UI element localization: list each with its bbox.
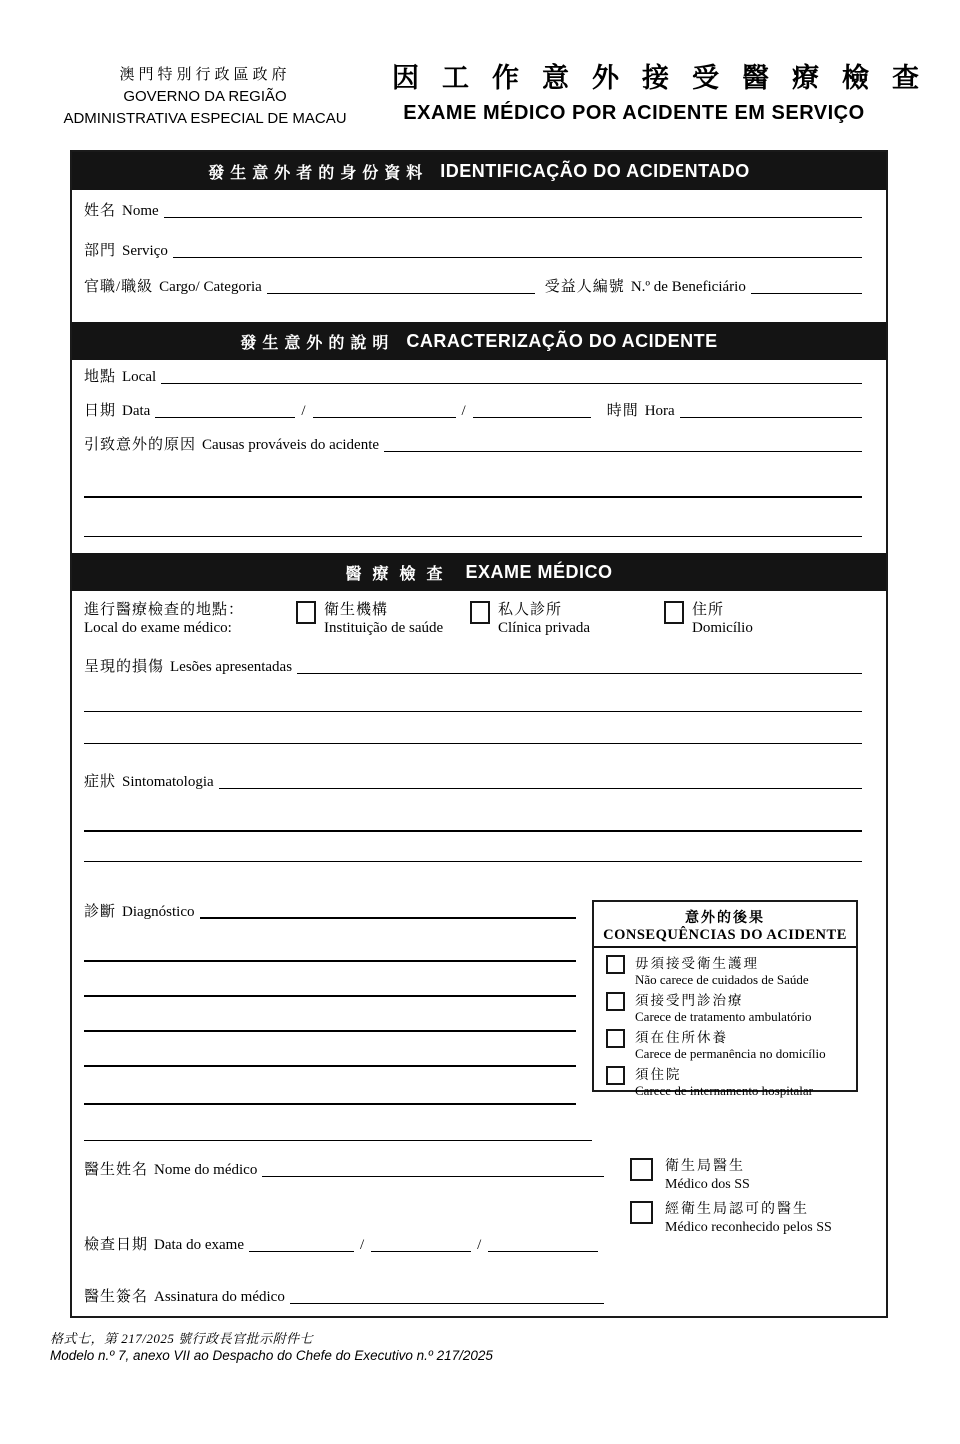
name-input-line[interactable]	[164, 214, 862, 218]
diagnosis-extra-line-4[interactable]	[84, 1065, 576, 1067]
signature-input-line[interactable]	[290, 1300, 604, 1304]
ss-doctor-label	[665, 1158, 750, 1193]
category-input-line[interactable]	[267, 290, 535, 294]
ambulatory-checkbox[interactable]	[606, 992, 625, 1011]
exam-date-label-zh: 檢查日期	[84, 1237, 149, 1253]
section-header-exam-pt: EXAME MÉDICO	[465, 561, 613, 582]
diagnosis-label-zh: 診斷	[84, 904, 117, 920]
diagnosis-extra-line-6[interactable]	[84, 1140, 592, 1141]
causes-input-line[interactable]	[384, 448, 862, 452]
exam-date-slash-2: /	[477, 1237, 482, 1253]
doctor-name-input-line[interactable]	[262, 1173, 604, 1177]
hospitalization-label	[635, 1066, 813, 1099]
health-institution-label-zh: 衛生機構	[324, 602, 389, 618]
name-label-zh: 姓名	[84, 203, 117, 219]
recognized-doctor-checkbox[interactable]	[630, 1201, 653, 1224]
ambulatory-label	[635, 992, 812, 1025]
private-clinic-checkbox[interactable]	[470, 601, 490, 624]
field-service	[84, 242, 862, 261]
symptoms-input-line[interactable]	[219, 785, 862, 789]
exam-location-label-pt: Local do exame médico:	[84, 620, 232, 636]
domicile-checkbox[interactable]	[664, 601, 684, 624]
consequences-title-pt: CONSEQUÊNCIAS DO ACIDENTE	[594, 927, 856, 948]
field-lesions	[84, 658, 862, 677]
footer	[50, 1330, 493, 1365]
field-signature	[84, 1288, 604, 1307]
beneficiary-label-pt: N.º de Beneficiário	[630, 279, 746, 295]
field-category-beneficiary	[84, 278, 862, 297]
government-name-pt-line2: ADMINISTRATIVA ESPECIAL DE MACAU	[63, 110, 347, 127]
footer-model-zh: 格式七，第 217/2025 號行政長官批示附件七	[50, 1331, 314, 1346]
form-box	[70, 150, 888, 1318]
domicile-label	[692, 601, 753, 637]
consequence-option-hospitalization[interactable]	[606, 1066, 848, 1099]
lesions-label-pt: Lesões apresentadas	[170, 659, 293, 675]
causes-label-pt: Causas prováveis do acidente	[202, 437, 380, 453]
health-institution-checkbox[interactable]	[296, 601, 316, 624]
ambulatory-label-zh: 須接受門診治療	[635, 993, 744, 1008]
recognized-doctor-label	[665, 1201, 832, 1236]
domicile-label-pt: Domicílio	[692, 620, 753, 636]
category-label-pt: Cargo/ Categoria	[159, 279, 262, 295]
field-name	[84, 202, 862, 221]
private-clinic-label	[498, 601, 590, 637]
date-label-zh: 日期	[84, 403, 117, 419]
lesions-input-line[interactable]	[297, 670, 862, 674]
date-label-pt: Data	[122, 403, 151, 419]
section-header-accident-pt: CARACTERIZAÇÃO DO ACIDENTE	[406, 330, 718, 351]
no-care-label	[635, 955, 809, 988]
consequence-option-no-care[interactable]	[606, 955, 848, 988]
diagnosis-label-pt: Diagnóstico	[122, 904, 195, 920]
causes-extra-line-1[interactable]	[84, 496, 862, 498]
consequences-items	[594, 948, 856, 1099]
home-rest-label-pt: Carece de permanência no domicílio	[635, 1046, 826, 1061]
causes-extra-line-2[interactable]	[84, 536, 862, 537]
symptoms-extra-line-1[interactable]	[84, 830, 862, 832]
private-clinic-label-pt: Clínica privada	[498, 620, 591, 636]
beneficiary-input-line[interactable]	[751, 290, 862, 294]
ambulatory-label-pt: Carece de tratamento ambulatório	[635, 1009, 812, 1024]
signature-label-pt: Assinatura do médico	[154, 1289, 285, 1305]
private-clinic-label-zh: 私人診所	[498, 602, 563, 618]
no-care-checkbox[interactable]	[606, 955, 625, 974]
date-year-line[interactable]	[473, 414, 591, 418]
health-institution-label-pt: Instituição de saúde	[324, 620, 444, 636]
date-slash-2: /	[461, 403, 466, 419]
lesions-extra-line-2[interactable]	[84, 743, 862, 744]
service-input-line[interactable]	[173, 254, 862, 258]
symptoms-label-pt: Sintomatologia	[122, 774, 214, 790]
causes-label-zh: 引致意外的原因	[84, 437, 197, 453]
name-label-pt: Nome	[122, 203, 159, 219]
consequences-box	[592, 900, 858, 1098]
time-label-pt: Hora	[644, 403, 675, 419]
diagnosis-extra-line-2[interactable]	[84, 995, 576, 997]
exam-date-day-line[interactable]	[249, 1248, 354, 1252]
field-date-time	[84, 402, 862, 421]
hospitalization-label-zh: 須住院	[635, 1067, 682, 1082]
form-title	[372, 56, 942, 125]
section-header-identification-zh: 發生意外者的身份資料	[208, 164, 429, 182]
exam-location-label	[84, 601, 250, 637]
exam-date-slash-1: /	[359, 1237, 365, 1253]
exam-date-year-line[interactable]	[488, 1248, 598, 1252]
section-header-identification	[72, 152, 886, 190]
exam-location-option-health-institution[interactable]	[296, 601, 443, 637]
doctor-name-label-pt: Nome do médico	[154, 1162, 258, 1178]
diagnosis-extra-line-5[interactable]	[84, 1103, 576, 1105]
section-header-accident-zh: 發生意外的說明	[240, 334, 395, 352]
signature-label-zh: 醫生簽名	[84, 1289, 149, 1305]
exam-date-month-line[interactable]	[371, 1248, 471, 1252]
time-label-zh: 時間	[606, 403, 639, 419]
home-rest-label	[635, 1029, 826, 1062]
government-header	[58, 64, 352, 130]
government-name-zh: 澳門特別行政區政府	[119, 66, 291, 83]
field-causes	[84, 436, 862, 455]
exam-location-label-zh: 進行醫療檢查的地點：	[84, 602, 245, 618]
service-label-zh: 部門	[84, 243, 117, 259]
service-label-pt: Serviço	[122, 243, 168, 259]
section-header-exam	[72, 553, 886, 591]
doctor-name-label-zh: 醫生姓名	[84, 1162, 149, 1178]
exam-location-option-private-clinic[interactable]	[470, 601, 590, 637]
beneficiary-label-zh: 受益人編號	[544, 279, 625, 295]
domicile-label-zh: 住所	[692, 602, 725, 618]
lesions-extra-line-1[interactable]	[84, 711, 862, 712]
hospitalization-label-pt: Carece de internamento hospitalar	[635, 1083, 813, 1098]
ss-doctor-checkbox[interactable]	[630, 1158, 653, 1181]
symptoms-extra-line-2[interactable]	[84, 861, 862, 862]
section-header-accident	[72, 322, 886, 360]
date-day-line[interactable]	[155, 414, 295, 418]
home-rest-label-zh: 須在住所休養	[635, 1030, 728, 1045]
field-exam-date	[84, 1236, 598, 1255]
exam-location-option-domicile[interactable]	[664, 601, 753, 637]
local-label-pt: Local	[122, 369, 157, 385]
form-title-zh: 因工作意外接受醫療檢查	[392, 63, 942, 93]
field-symptoms	[84, 773, 862, 792]
date-month-line[interactable]	[313, 414, 456, 418]
footer-model-pt: Modelo n.º 7, anexo VII ao Despacho do Chefe do Executivo n.º 217/2025	[50, 1348, 493, 1363]
ss-doctor-label-zh: 衛生局醫生	[665, 1159, 745, 1174]
section-header-exam-zh: 醫療檢查	[345, 565, 454, 583]
exam-date-label-pt: Data do exame	[154, 1237, 244, 1253]
diagnosis-input-line[interactable]	[200, 915, 576, 919]
time-input-line[interactable]	[680, 414, 862, 418]
consequences-title-zh: 意外的後果	[685, 911, 765, 926]
government-name-pt-line1: GOVERNO DA REGIÃO	[123, 88, 287, 105]
category-label-zh: 官職/職級	[84, 279, 154, 295]
section-header-identification-pt: IDENTIFICAÇÃO DO ACIDENTADO	[440, 160, 750, 181]
no-care-label-pt: Não carece de cuidados de Saúde	[635, 972, 809, 987]
diagnosis-extra-line-1[interactable]	[84, 960, 576, 962]
doctor-type-option-ss-doctor[interactable]	[630, 1158, 750, 1193]
diagnosis-extra-line-3[interactable]	[84, 1030, 576, 1032]
local-label-zh: 地點	[84, 369, 117, 385]
lesions-label-zh: 呈現的損傷	[84, 659, 165, 675]
symptoms-label-zh: 症狀	[84, 774, 117, 790]
field-local	[84, 368, 862, 387]
ss-doctor-label-pt: Médico dos SS	[665, 1177, 750, 1192]
field-doctor-name	[84, 1161, 604, 1180]
field-diagnosis	[84, 903, 576, 922]
doctor-type-option-recognized-doctor[interactable]	[630, 1201, 832, 1236]
exam-location-row	[84, 601, 862, 645]
consequence-option-ambulatory[interactable]	[606, 992, 848, 1025]
recognized-doctor-label-zh: 經衛生局認可的醫生	[665, 1202, 809, 1217]
recognized-doctor-label-pt: Médico reconhecido pelos SS	[665, 1220, 832, 1235]
health-institution-label	[324, 601, 443, 637]
home-rest-checkbox[interactable]	[606, 1029, 625, 1048]
form-title-pt: EXAME MÉDICO POR ACIDENTE EM SERVIÇO	[403, 102, 865, 124]
local-input-line[interactable]	[161, 380, 862, 384]
date-slash-1: /	[301, 403, 306, 419]
consequence-option-home-rest[interactable]	[606, 1029, 848, 1062]
no-care-label-zh: 毋須接受衛生護理	[635, 956, 759, 971]
hospitalization-checkbox[interactable]	[606, 1066, 625, 1085]
